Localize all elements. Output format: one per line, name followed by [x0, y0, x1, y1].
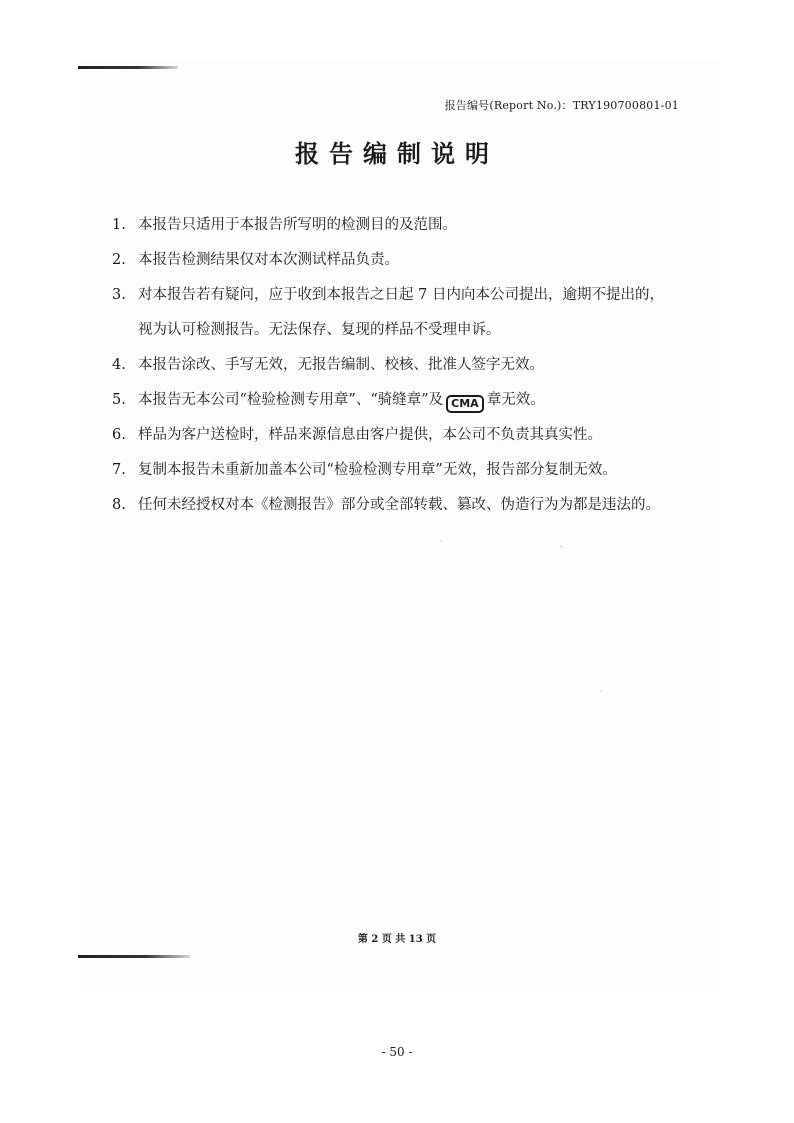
cma-mark-icon: CMA	[446, 395, 484, 413]
clause-number: 6.	[112, 427, 126, 443]
clause-text: 本报告检测结果仅对本次测试样品负责。	[138, 252, 399, 268]
clause-item	[112, 278, 702, 348]
clause-number: 8.	[112, 497, 126, 513]
clause-number: 3.	[112, 287, 126, 303]
clause-text: 本报告涂改、手写无效，无报告编制、校核、批准人签字无效。	[138, 357, 544, 373]
clause-number: 4.	[112, 357, 126, 373]
page-footer: 第 2 页 共 13 页	[357, 934, 437, 945]
document-page-number: - 50 -	[381, 1045, 413, 1059]
clause-text: 复制本报告未重新加盖本公司“检验检测专用章”无效，报告部分复制无效。	[138, 462, 617, 478]
clause-item	[112, 243, 702, 278]
scan-speck	[600, 690, 602, 692]
scan-speck	[440, 540, 442, 542]
clause-text: 任何未经授权对本《检测报告》部分或全部转载、篡改、伪造行为为都是违法的。	[138, 497, 660, 513]
clause-item	[112, 488, 702, 523]
scan-edge-bottom	[78, 955, 190, 958]
clause-number: 7.	[112, 462, 126, 478]
clause-text: 对本报告若有疑问，应于收到本报告之日起 7 日内向本公司提出，逾期不提出的， 视为认可检测报告。无法保存、复现的样品不受理申诉。	[138, 287, 664, 338]
clause-text: 样品为客户送检时，样品来源信息由客户提供，本公司不负责其真实性。	[138, 427, 602, 443]
clause-number: 2.	[112, 252, 126, 268]
scan-speck	[560, 545, 563, 548]
scan-edge-top	[78, 66, 178, 69]
scanned-page	[80, 60, 720, 990]
clause-item	[112, 453, 702, 488]
clause-number: 5.	[112, 392, 126, 408]
clause-text-after-mark: 章无效。	[486, 392, 545, 408]
clause-text-before-mark: 本报告无本公司“检验检测专用章”、“骑缝章”及	[138, 392, 444, 408]
clause-list	[112, 208, 702, 523]
clause-item	[112, 418, 702, 453]
clause-item	[112, 383, 702, 418]
clause-number: 1.	[112, 217, 126, 233]
clause-item	[112, 348, 702, 383]
clause-item	[112, 208, 702, 243]
report-number: 报告编号(Report No.)：TRY190700801-01	[444, 99, 679, 112]
clause-text	[138, 383, 702, 418]
clause-text: 本报告只适用于本报告所写明的检测目的及范围。	[138, 217, 457, 233]
page-title: 报告编制说明	[295, 139, 499, 168]
